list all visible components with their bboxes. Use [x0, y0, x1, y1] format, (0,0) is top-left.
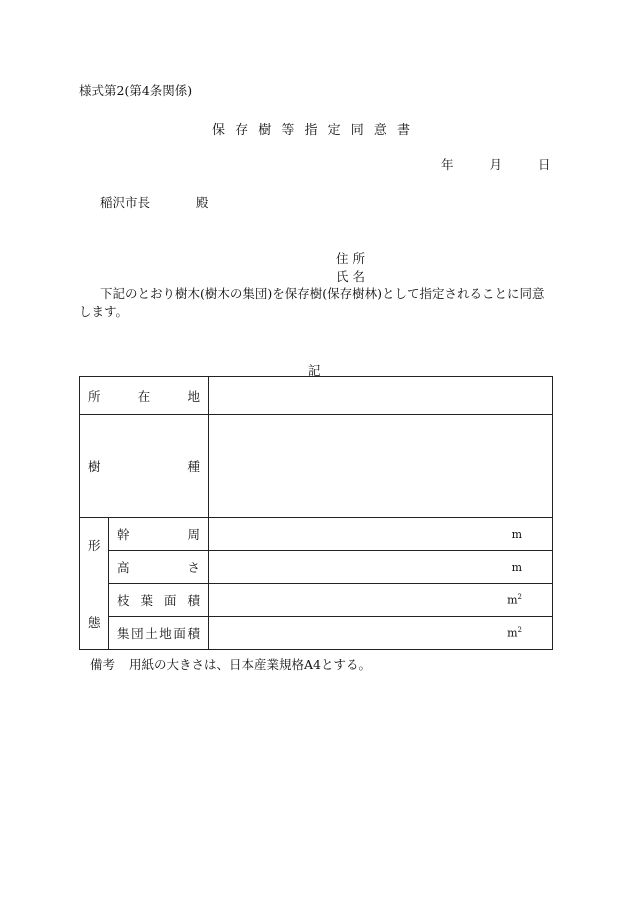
label-char: 積 [187, 593, 201, 608]
row-trunk [80, 518, 553, 551]
label-char: 所 [88, 388, 101, 404]
label-char: 積 [187, 626, 200, 641]
height-text [117, 558, 200, 576]
land-label [109, 617, 209, 650]
trunk-unit: m [511, 527, 522, 541]
row-location [80, 377, 553, 415]
body-text: 下記のとおり樹木(樹木の集団)を保存樹(保存樹林)として指定されることに同意します。 [79, 286, 545, 319]
form-label-bottom: 態 [88, 615, 101, 630]
label-char: 面 [173, 626, 186, 641]
ki-label: 記 [308, 363, 321, 378]
document-title [212, 119, 413, 138]
date-line [441, 155, 550, 173]
date-year: 年 [441, 157, 454, 172]
location-label [80, 377, 209, 415]
label-char: 地 [159, 626, 172, 641]
species-value[interactable] [209, 415, 553, 518]
label-char: さ [187, 560, 201, 575]
remark-label: 備考 [90, 657, 116, 672]
height-unit: m [511, 560, 522, 574]
addressee-name: 稲沢市長 [100, 195, 151, 210]
row-species [80, 415, 553, 518]
land-text [117, 624, 200, 642]
location-value[interactable] [209, 377, 553, 415]
location-text [88, 387, 200, 405]
spec-table [79, 376, 553, 650]
land-value[interactable] [209, 617, 553, 650]
canopy-unit-sup: 2 [517, 593, 522, 602]
label-char: 葉 [140, 593, 154, 608]
land-unit-sup: 2 [517, 626, 522, 635]
form-label [80, 518, 109, 650]
label-char: 枝 [117, 593, 130, 608]
addressee [100, 193, 209, 211]
form-number: 様式第2(第4条関係) [79, 83, 193, 98]
species-text [88, 457, 200, 475]
species-label [80, 415, 209, 518]
date-day: 日 [537, 157, 551, 172]
remark-text: 用紙の大きさは、日本産業規格A4とする。 [129, 657, 371, 672]
trunk-value[interactable] [209, 518, 553, 551]
label-char: 幹 [117, 527, 130, 542]
canopy-label [109, 584, 209, 617]
label-char: 土 [145, 626, 158, 641]
label-char: 種 [187, 459, 201, 474]
label-char: 集 [117, 626, 130, 641]
label-char: 周 [187, 527, 201, 542]
label-char: 在 [137, 388, 151, 404]
form-label-top: 形 [88, 538, 101, 553]
row-height [80, 551, 553, 584]
height-label [109, 551, 209, 584]
title-text: 保 存 樹 等 指 定 同 意 書 [212, 123, 414, 138]
addressee-honorific: 殿 [196, 195, 209, 210]
label-char: 樹 [88, 459, 101, 474]
canopy-unit: m [507, 593, 518, 607]
remark [90, 655, 371, 673]
row-land [80, 617, 553, 650]
row-canopy [80, 584, 553, 617]
canopy-text [117, 591, 200, 609]
label-char: 高 [117, 560, 130, 575]
date-month: 月 [489, 157, 502, 172]
trunk-label [109, 518, 209, 551]
name-label: 氏 名 [336, 269, 365, 284]
canopy-value[interactable] [209, 584, 553, 617]
label-char: 団 [131, 626, 144, 641]
land-unit: m [507, 626, 518, 640]
height-value[interactable] [209, 551, 553, 584]
label-char: 面 [164, 593, 177, 608]
trunk-text [117, 525, 200, 543]
label-char: 地 [187, 388, 201, 404]
address-label: 住 所 [336, 251, 365, 266]
